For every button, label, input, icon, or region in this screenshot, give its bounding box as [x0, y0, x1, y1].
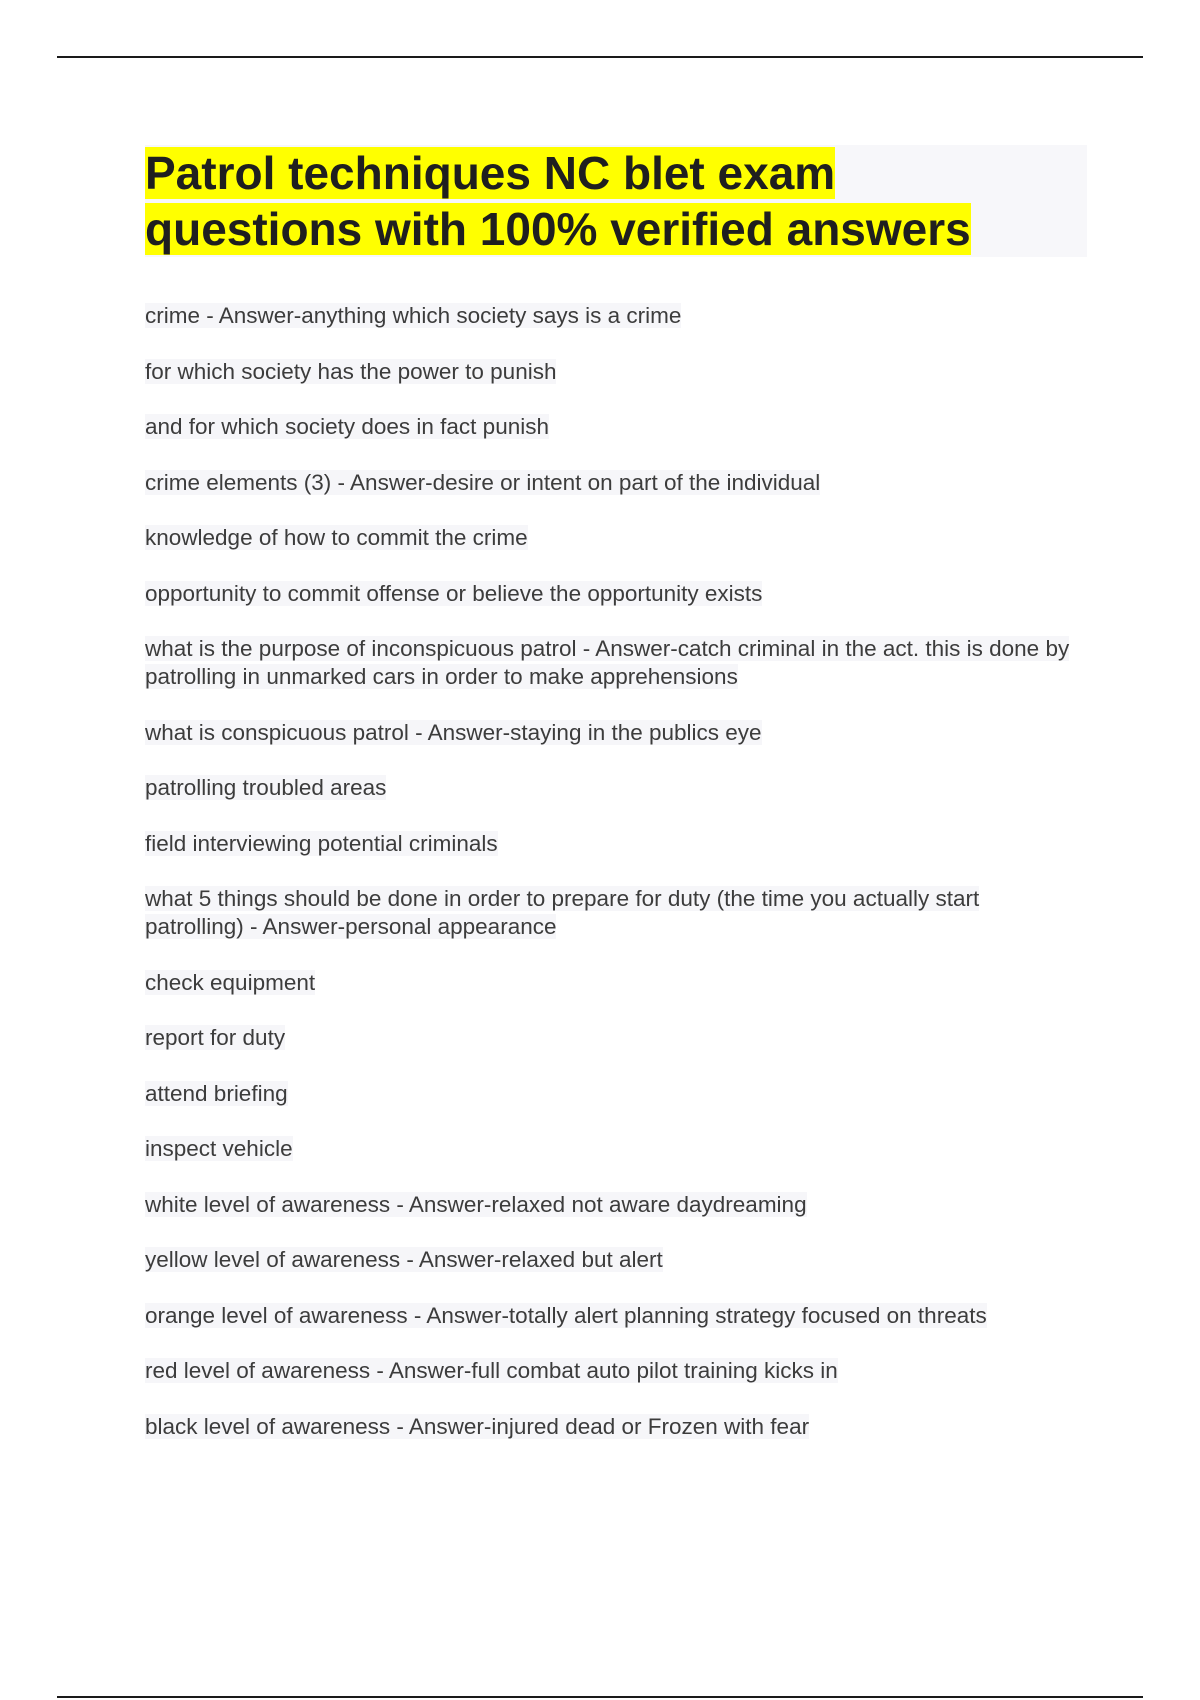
qa-entry: patrolling troubled areas	[145, 775, 387, 800]
qa-entry: black level of awareness - Answer-injured dead or Frozen with fear	[145, 1413, 810, 1439]
qa-entry: crime - Answer-anything which society says is a crime	[145, 303, 682, 328]
qa-entry: what 5 things should be done in order to prepare for duty (the time you actually start patrolling) - Answer-personal appearance	[145, 886, 980, 939]
qa-entry: report for duty	[145, 1025, 286, 1050]
qa-entry: red level of awareness - Answer-full combat auto pilot training kicks in	[145, 1358, 838, 1383]
qa-entry: what is conspicuous patrol - Answer-staying in the publics eye	[145, 719, 762, 745]
qa-entry: check equipment	[145, 969, 316, 995]
title-line-1: Patrol techniques NC blet exam	[145, 147, 836, 199]
title-line-2: questions with 100% verified answers	[145, 203, 971, 255]
qa-entry: attend briefing	[145, 1080, 288, 1106]
bottom-rule	[57, 1696, 1143, 1698]
qa-entry: what is the purpose of inconspicuous patrol - Answer-catch criminal in the act. this is done by patrolling in unmarked cars in order to make apprehensions	[145, 636, 1070, 689]
title-block	[145, 145, 1087, 257]
qa-entry: inspect vehicle	[145, 1136, 293, 1161]
qa-entry: orange level of awareness - Answer-totally alert planning strategy focused on threats	[145, 1302, 987, 1328]
qa-entry: opportunity to commit offense or believe the opportunity exists	[145, 580, 763, 606]
qa-entry: crime elements (3) - Answer-desire or intent on part of the individual	[145, 469, 821, 495]
document-title	[145, 145, 1087, 257]
qa-entry: and for which society does in fact punish	[145, 414, 549, 439]
qa-entry: field interviewing potential criminals	[145, 830, 498, 856]
qa-entry: yellow level of awareness - Answer-relaxed but alert	[145, 1247, 663, 1272]
qa-entry: white level of awareness - Answer-relaxed not aware daydreaming	[145, 1191, 807, 1217]
qa-list	[145, 302, 1075, 1468]
qa-entry: for which society has the power to punish	[145, 358, 557, 384]
top-rule	[57, 56, 1143, 58]
qa-entry: knowledge of how to commit the crime	[145, 525, 528, 550]
